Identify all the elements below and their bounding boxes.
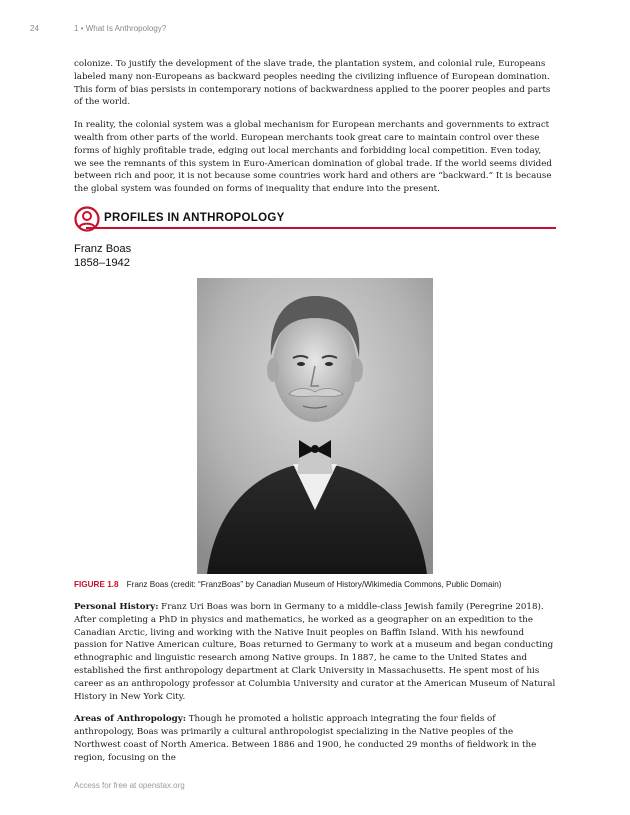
profile-section-heading bbox=[74, 206, 556, 232]
figure-label: FIGURE 1.8 bbox=[74, 579, 119, 589]
page-header bbox=[30, 24, 600, 38]
profile-name: Franz Boas bbox=[74, 242, 132, 255]
paragraph-areas-of-anthropology bbox=[74, 713, 556, 764]
profile-years: 1858–1942 bbox=[74, 256, 130, 269]
figure-caption-text: Franz Boas (credit: “FranzBoas” by Canadian Museum of History/Wikimedia Commons, Public Domain) bbox=[126, 579, 502, 589]
areas-text: Though he promoted a holistic approach integrating the four fields of anthropology, Boas was primarily a cultural anthropologist specializing in the Native peoples of the Northwest coast of North America. Between 1886 and 1900, he conducted 29 months of fieldwork in the region, focusing on the bbox=[74, 714, 537, 763]
figure-caption bbox=[74, 578, 556, 591]
profile-heading: PROFILES IN ANTHROPOLOGY bbox=[104, 211, 285, 224]
personal-history-text: Franz Uri Boas was born in Germany to a middle-class Jewish family (Peregrine 2018). After completing a PhD in physics and mathematics, he worked as a geographer on an expedition to the Canadian Arctic, living and working with the Native Inuit peoples on Baffin Island. With his newfound passion for Native American culture, Boas returned to Germany to work at a museum and began conducting ethnographic and linguistic research among Native groups. In 1887, he came to the United States and established the first anthropology department at Clark University in Massachusetts. He spent most of his career as an anthropology professor at Columbia University and curator at the American Museum of Natural History in New York City. bbox=[74, 601, 556, 702]
personal-history-label: Personal History: bbox=[74, 601, 159, 612]
paragraph-colonial-system: In reality, the colonial system was a global mechanism for European merchants and governments to extract wealth from other parts of the world. European merchants took great care to maintain control over these forms of highly profitable trade, edging out local merchants and forbidding local competition. Even today, we see the remnants of this system in Euro-American domination of global trade. If the world seems divided between rich and poor, it is not because some countries work hard and others are “backward.” It is because the global system was founded on forms of inequality that endure into the present. bbox=[74, 120, 552, 195]
running-title: 1 • What Is Anthropology? bbox=[74, 24, 167, 33]
page-content bbox=[74, 58, 556, 775]
areas-label: Areas of Anthropology: bbox=[74, 714, 186, 725]
paragraph-colonize: colonize. To justify the development of the slave trade, the plantation system, and colonial rule, Europeans labeled many non-Europeans as backward peoples needing the civilizing influence of European domination. This form of bias persists in contemporary notions of backwardness applied to the poorer peoples and parts of the world. bbox=[74, 59, 551, 108]
portrait-photo bbox=[197, 278, 433, 574]
profile-divider bbox=[86, 227, 556, 229]
page-number: 24 bbox=[30, 24, 39, 33]
page-footer[interactable]: Access for free at openstax.org bbox=[74, 781, 185, 790]
paragraph-personal-history bbox=[74, 601, 556, 703]
